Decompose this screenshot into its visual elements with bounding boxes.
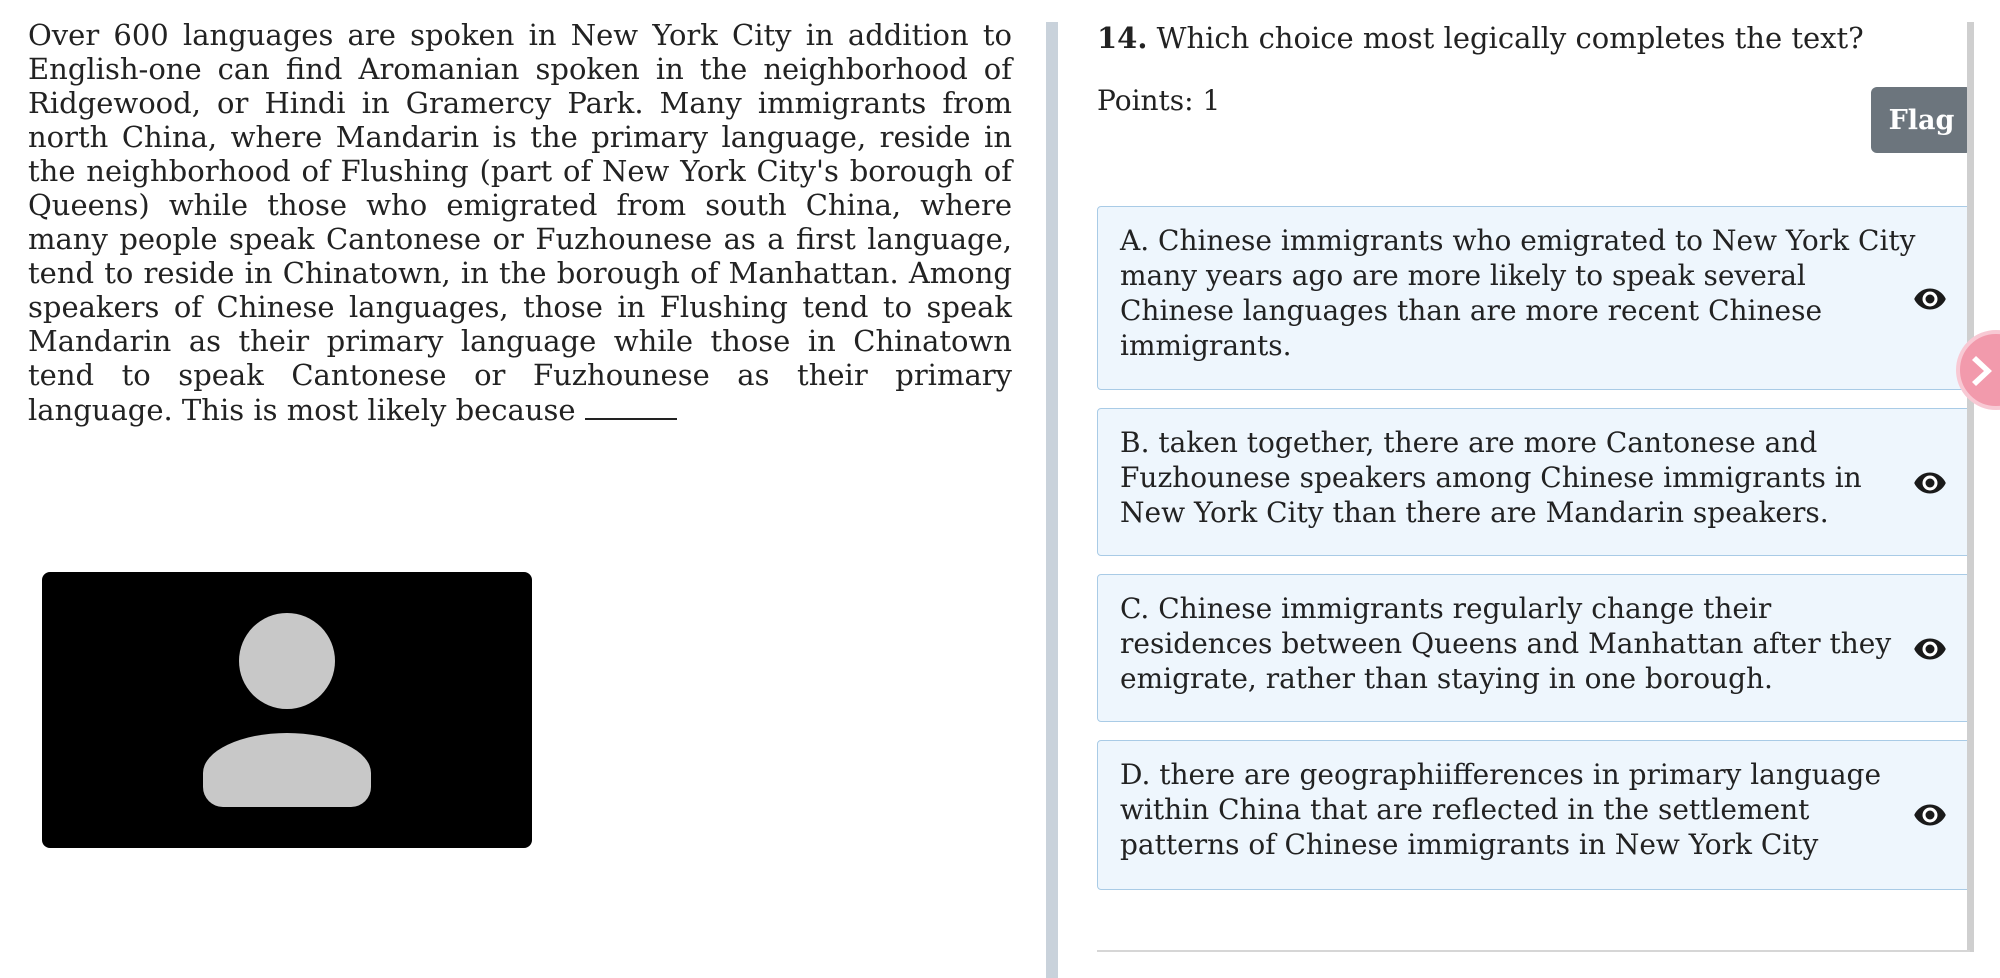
option-b-text: B. taken together, there are more Cantonese and Fuzhounese speakers among Chinese immigrants in New York City than there are Mandarin speakers. [1120, 426, 1862, 529]
eye-icon[interactable] [1912, 465, 1948, 501]
question-prompt: Which choice most legically completes the text? [1156, 21, 1864, 55]
passage-blank [585, 392, 677, 420]
passage-text [28, 18, 1012, 427]
flag-button[interactable]: Flag [1871, 87, 1972, 153]
chevron-right-icon [1970, 354, 2000, 388]
option-a-text: A. Chinese immigrants who emigrated to New York City many years ago are more likely to speak several Chinese languages than are more recent Chinese immigrants. [1120, 224, 1916, 362]
points-label: Points: 1 [1097, 84, 1221, 117]
option-d[interactable] [1097, 740, 1971, 890]
webcam-video [42, 572, 532, 848]
option-b[interactable] [1097, 408, 1971, 556]
pane-divider[interactable] [1046, 22, 1058, 978]
user-avatar-icon [239, 613, 335, 709]
passage-body: Over 600 languages are spoken in New York City in addition to English-one can find Aromanian spoken in the neighborhood of Ridgewood, or Hindi in Gramercy Park. Many immigrants from north China, where Mandarin is the primary language, reside in the neighborhood of Flushing (part of New York City's borough of Queens) while those who emigrated from south China, where many people speak Cantonese or Fuzhounese as a first language, tend to reside in Chinatown, in the borough of Manhattan. Among speakers of Chinese languages, those in Flushing tend to speak Mandarin as their primary language while those in Chinatown tend to speak Cantonese or Fuzhounese as their primary language. This is most likely because [28, 18, 1012, 427]
bottom-divider [1097, 950, 1970, 952]
option-c[interactable] [1097, 574, 1971, 722]
user-avatar-body [203, 733, 371, 807]
scrollbar[interactable] [1967, 22, 1974, 952]
option-a[interactable] [1097, 206, 1971, 390]
eye-icon[interactable] [1912, 631, 1948, 667]
question-title [1097, 18, 1864, 58]
question-number: 14. [1097, 21, 1148, 55]
eye-icon[interactable] [1912, 281, 1948, 317]
option-c-text: C. Chinese immigrants regularly change their residences between Queens and Manhattan after they emigrate, rather than staying in one borough. [1120, 592, 1892, 695]
eye-icon[interactable] [1912, 797, 1948, 833]
option-d-text: D. there are geographiifferences in primary language within China that are reflected in the settlement patterns of Chinese immigrants in New York City [1120, 758, 1882, 861]
